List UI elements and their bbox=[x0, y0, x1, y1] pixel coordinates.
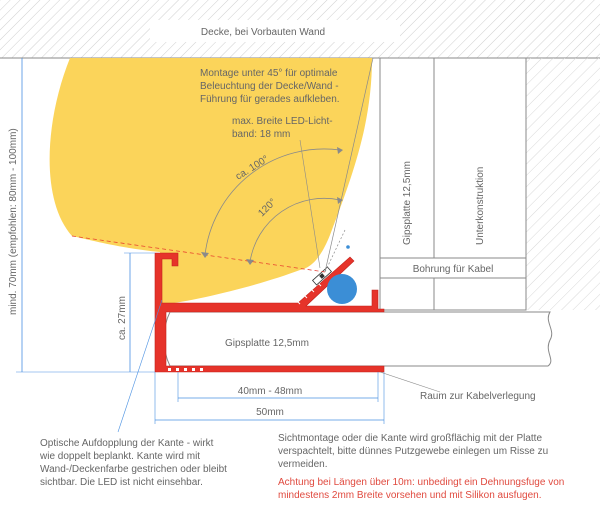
left-note-1: Optische Aufdopplung der Kante - wirkt bbox=[40, 438, 214, 449]
led-width-note-2: band: 18 mm bbox=[232, 129, 291, 140]
left-note-4: sichtbar. Die LED ist nicht einsehbar. bbox=[40, 477, 203, 488]
left-note-2: wie doppelt beplankt. Kante wird mit bbox=[40, 451, 201, 462]
mount-note-2: Beleuchtung der Decke/Wand - bbox=[200, 81, 339, 92]
cable bbox=[327, 274, 357, 304]
dim-40-48-label: 40mm - 48mm bbox=[237, 386, 303, 397]
dim-50-label: 50mm bbox=[256, 407, 284, 418]
right-wall-hatch bbox=[526, 58, 600, 310]
gips-horizontal-board bbox=[164, 312, 552, 366]
unterkonstruktion-label: Unterkonstruktion bbox=[475, 166, 486, 245]
angle-100-label: ca. 100° bbox=[233, 153, 271, 183]
led-width-note-1: max. Breite LED-Licht- bbox=[232, 116, 333, 127]
dim-height-27-label: ca. 27mm bbox=[117, 296, 128, 340]
ceiling-label: Decke, bei Vorbauten Wand bbox=[200, 27, 326, 38]
warning-note-1: Achtung bei Längen über 10m: unbedingt ein Dehnungsfuge von bbox=[278, 477, 565, 488]
right-note-3: vermeiden. bbox=[278, 459, 328, 470]
gips-horizontal-label: Gipsplatte 12,5mm bbox=[225, 338, 309, 349]
mount-note-3: Führung für gerades aufkleben. bbox=[200, 94, 340, 105]
mount-note-1: Montage unter 45° für optimale bbox=[200, 68, 338, 79]
cable-space-label: Raum zur Kabelverlegung bbox=[420, 391, 536, 402]
angle-120-label: 120° bbox=[256, 196, 279, 220]
right-note-2: verspachtelt, bitte dünnes Putzgewebe einlegen um Risse zu bbox=[278, 446, 549, 457]
gips-vertical-label: Gipsplatte 12,5mm bbox=[402, 161, 413, 245]
dim-height-27 bbox=[124, 253, 155, 372]
cable-hole-label: Bohrung für Kabel bbox=[412, 264, 494, 275]
warning-note-2: mindestens 2mm Breite vorsehen und mit Silikon ausfugen. bbox=[278, 490, 542, 501]
right-note-1: Sichtmontage oder die Kante wird großflächig mit der Platte bbox=[278, 433, 543, 444]
left-note-3: Wand-/Deckenfarbe gestrichen oder bleibt bbox=[40, 464, 227, 475]
dim-vertical-70-label: mind. 70mm (empfohlen: 80mm - 100mm) bbox=[8, 128, 19, 315]
